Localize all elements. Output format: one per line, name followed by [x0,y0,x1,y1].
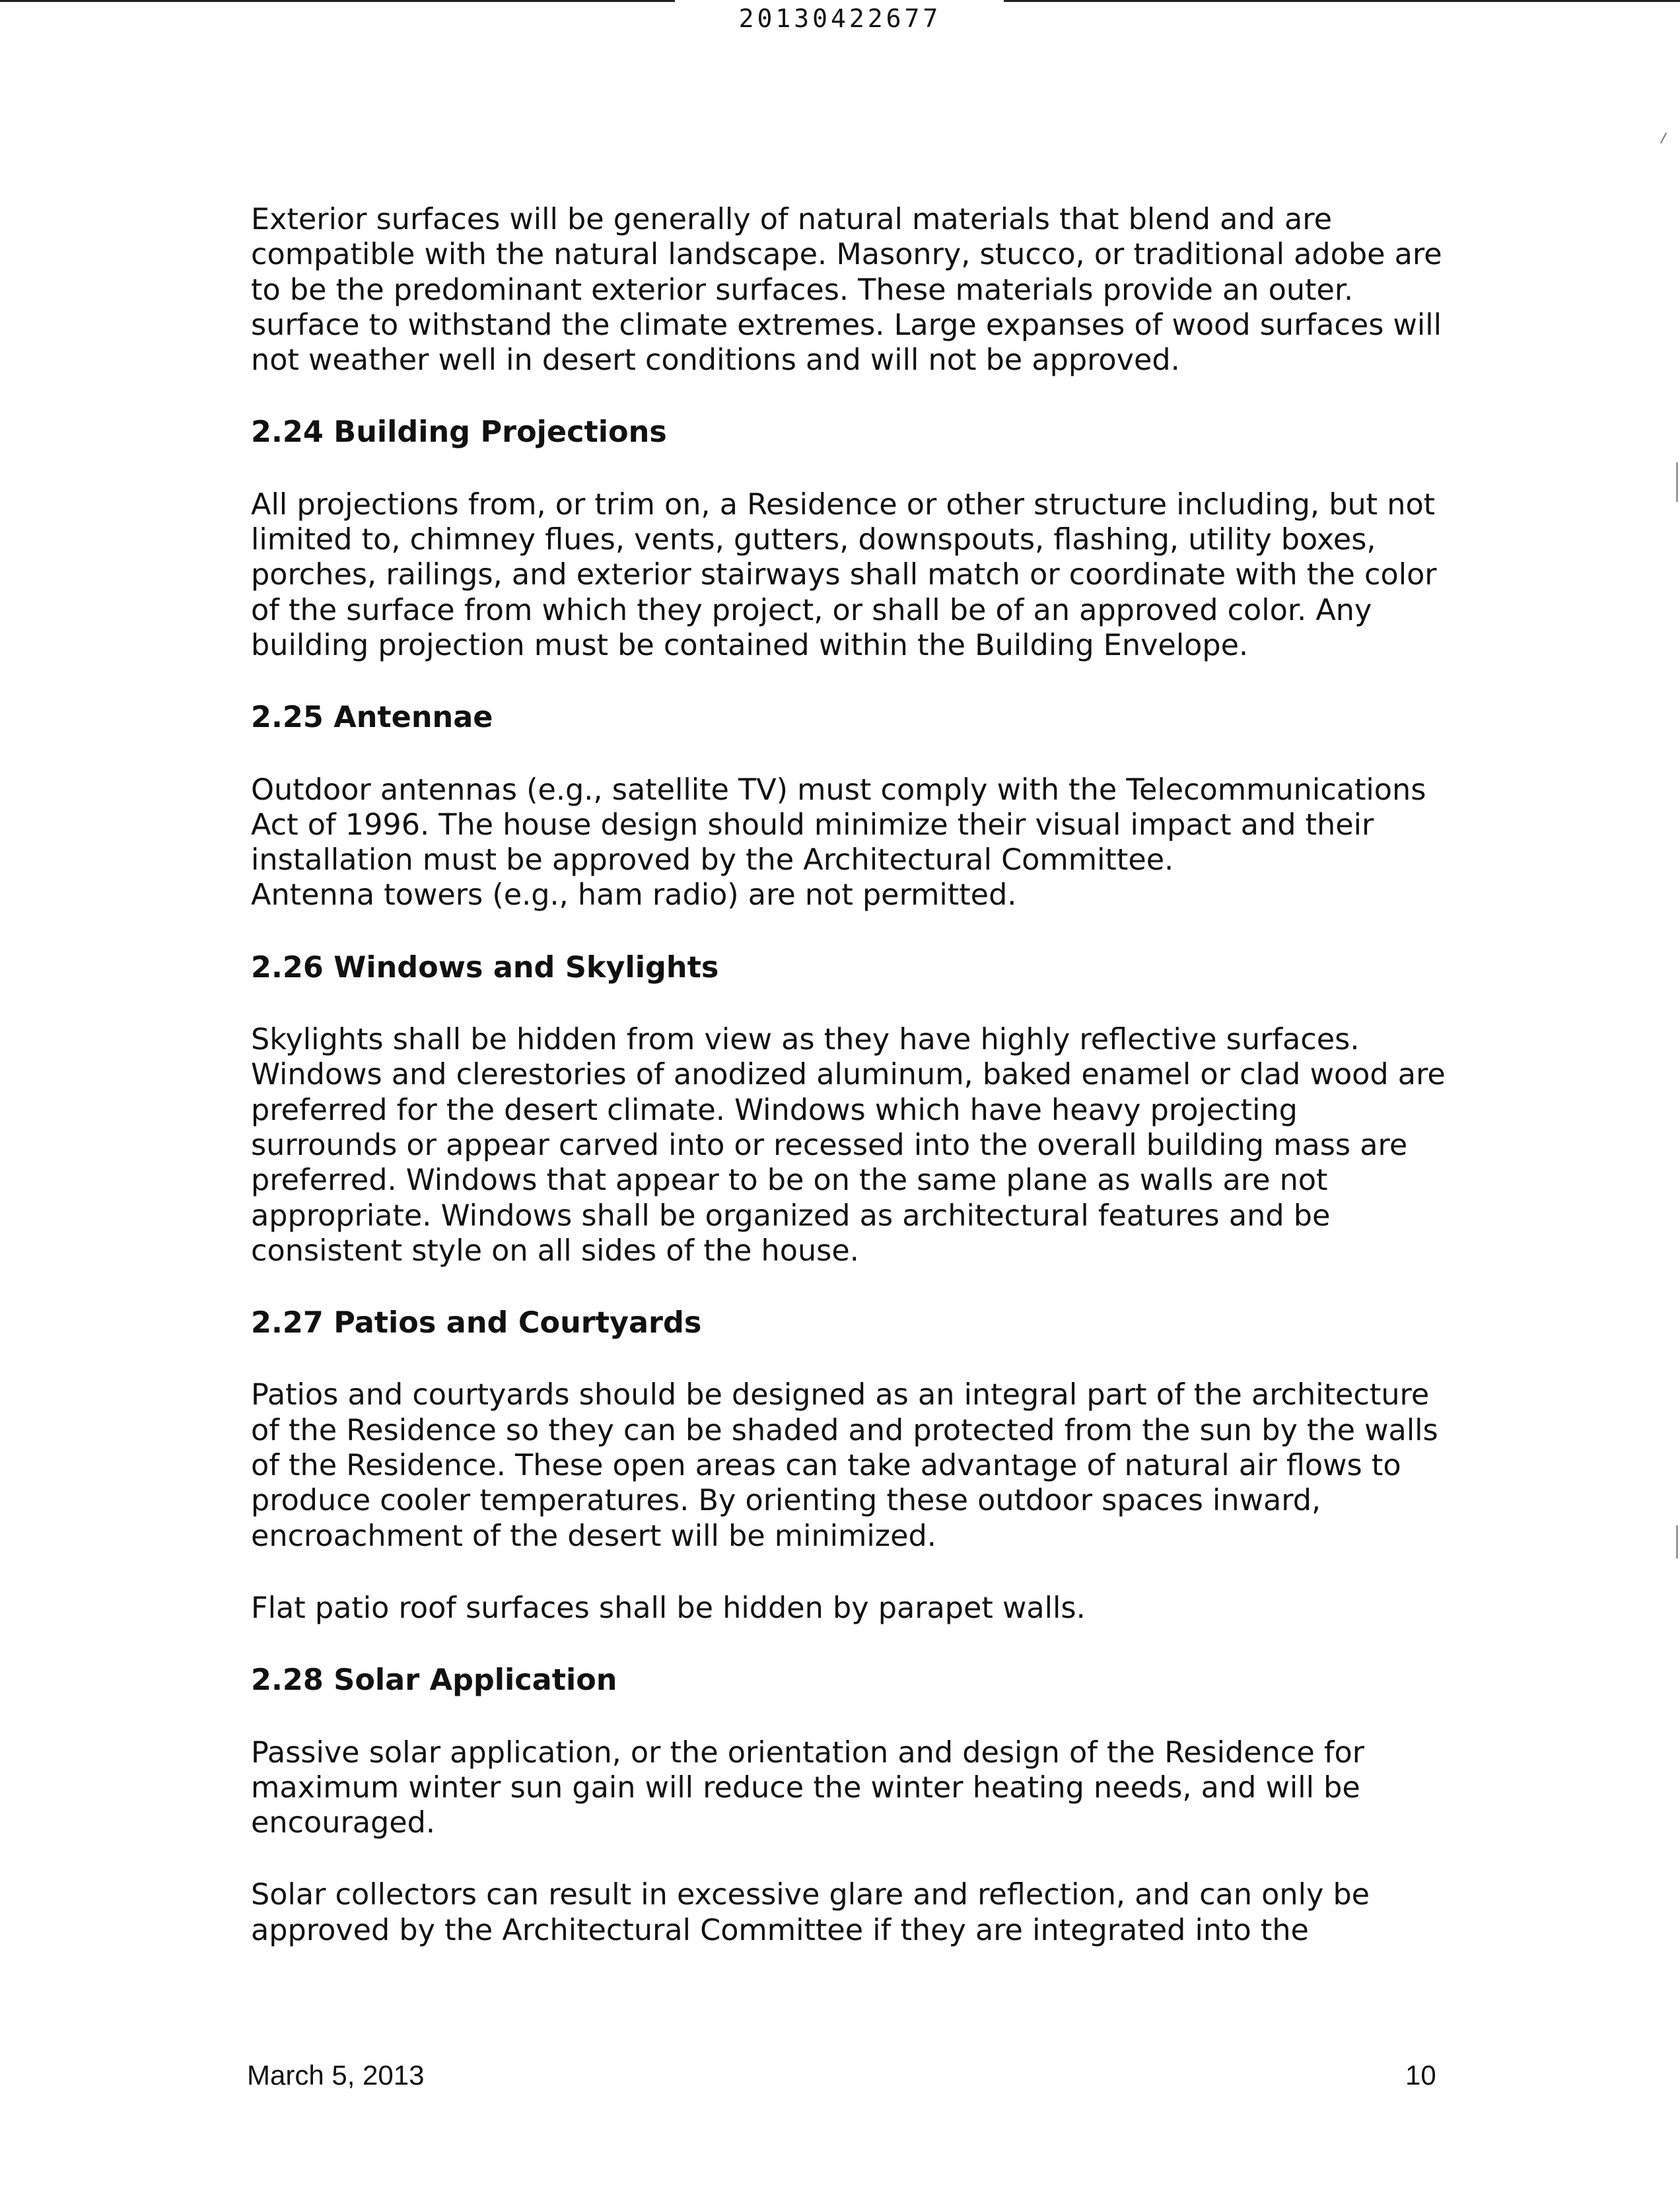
section-heading: 2.26 Windows and Skylights [251,950,719,985]
section-paragraph: All projections from, or trim on, a Residence or other structure including, but not limited to, chimney flues, vents, gutters, downspouts, flashing, utility boxes, porches, railings, and exterior stairways shall match or coordinate with the color of the surface from which they project, or shall be of an approved color. Any building projection must be contained within the Building Envelope. [251,487,1437,662]
section-paragraph: Passive solar application, or the orientation and design of the Residence for maximum winter sun gain will reduce the winter heating needs, and will be encouraged. [251,1735,1365,1840]
section-building-projections [251,415,1453,663]
section-paragraph: Skylights shall be hidden from view as they have highly reflective surfaces. Windows and clerestories of anodized aluminum, baked enamel or clad wood are preferred for the desert climate. Windows which have heavy projecting surrounds or appear carved into or recessed into the overall building mass are preferred. Windows that appear to be on the same plane as walls are not appropriate. Windows shall be organized as architectural features and be consistent style on all sides of the house. [251,1023,1446,1268]
scan-edge-mark [1676,1525,1678,1558]
section-solar-application [251,1663,1453,1948]
intro-paragraph: Exterior surfaces will be generally of natural materials that blend and are compatible with the natural landscape. Masonry, stucco, or traditional adobe are to be the predominant exterior surfaces. These materials provide an outer. surface to withstand the climate extremes. Large expanses of wood surfaces will not weather well in desert conditions and will not be approved. [251,203,1442,378]
section-paragraph: Solar collectors can result in excessive glare and reflection, and can only be approved by the Architectural Committee if they are integrated into the [251,1878,1370,1947]
page-body [251,202,1453,1985]
section-patios-and-courtyards [251,1305,1453,1626]
scan-mark [1660,133,1667,144]
section-heading: 2.25 Antennae [251,701,493,735]
section-heading: 2.28 Solar Application [251,1663,617,1698]
section-paragraph: Outdoor antennas (e.g., satellite TV) must comply with the Telecommunications Act of 1996. The house design should minimize their visual impact and their installation must be approved by the Architectural Committee. Antenna towers (e.g., ham radio) are not permitted. [251,773,1426,913]
scan-edge-mark [1676,462,1678,502]
section-heading: 2.27 Patios and Courtyards [251,1306,702,1340]
page-number: 10 [1405,2060,1436,2091]
section-heading: 2.24 Building Projections [251,415,667,450]
section-paragraph: Flat patio roof surfaces shall be hidden by parapet walls. [251,1591,1086,1625]
section-antennae [251,700,1453,913]
section-windows-and-skylights [251,950,1453,1268]
document-number: 20130422677 [738,4,942,33]
footer-date: March 5, 2013 [247,2060,425,2091]
section-paragraph: Patios and courtyards should be designed as an integral part of the architecture of the Residence so they can be shaded and protected from the sun by the walls of the Residence. These open areas can take advantage of natural air flows to produce cooler temperatures. By orienting these outdoor spaces inward, encroachment of the desert will be minimized. [251,1378,1438,1553]
